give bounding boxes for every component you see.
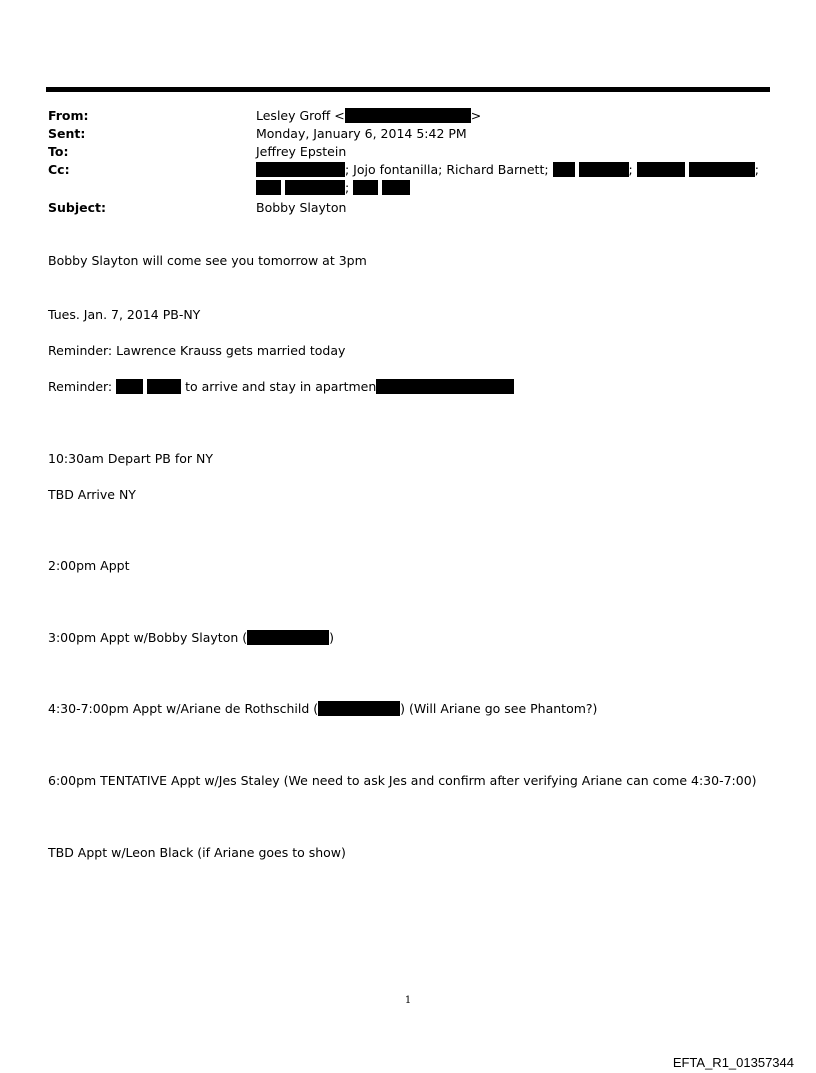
cc-names: ; Jojo fontanilla; Richard Barnett; xyxy=(345,162,549,177)
redaction-block xyxy=(285,180,345,195)
redaction-block xyxy=(256,180,281,195)
cc-separator: ; xyxy=(754,162,759,177)
from-value xyxy=(256,108,481,124)
to-value: Jeffrey Epstein xyxy=(256,144,347,159)
from-name: Lesley Groff < xyxy=(256,108,345,123)
appt-text: 4:30-7:00pm Appt w/Ariane de Rothschild ( xyxy=(48,701,319,716)
reminder-prefix: Reminder: xyxy=(48,379,113,394)
redaction-block xyxy=(637,162,685,177)
sent-value: Monday, January 6, 2014 5:42 PM xyxy=(256,126,467,141)
body-line xyxy=(48,701,597,717)
subject-label: Subject: xyxy=(48,200,106,215)
cc-value-line1 xyxy=(256,162,759,178)
body-line: TBD Arrive NY xyxy=(48,487,136,502)
document-id: EFTA_R1_01357344 xyxy=(672,1055,794,1070)
appt-close: ) xyxy=(329,630,335,645)
body-line: 6:00pm TENTATIVE Appt w/Jes Staley (We need to ask Jes and confirm after verifying Ariane can come 4:30-7:00) xyxy=(48,773,757,788)
redaction-block xyxy=(689,162,755,177)
sent-label: Sent: xyxy=(48,126,86,141)
header-rule xyxy=(46,87,770,92)
body-line xyxy=(48,630,334,646)
appt-text: 3:00pm Appt w/Bobby Slayton ( xyxy=(48,630,248,645)
reminder-text: to arrive and stay in apartmen xyxy=(185,379,377,394)
redaction-block xyxy=(256,162,345,177)
from-close: > xyxy=(470,108,482,123)
body-line: Bobby Slayton will come see you tomorrow at 3pm xyxy=(48,253,367,268)
page-number: 1 xyxy=(404,995,412,1006)
to-label: To: xyxy=(48,144,69,159)
cc-label: Cc: xyxy=(48,162,70,177)
redaction-block xyxy=(353,180,378,195)
cc-separator: ; xyxy=(628,162,633,177)
redaction-block xyxy=(579,162,629,177)
body-line: 10:30am Depart PB for NY xyxy=(48,451,213,466)
redaction-block xyxy=(553,162,575,177)
body-line: 2:00pm Appt xyxy=(48,558,130,573)
redaction-block xyxy=(318,701,400,716)
body-line: TBD Appt w/Leon Black (if Ariane goes to show) xyxy=(48,845,346,860)
redaction-block xyxy=(147,379,181,394)
redaction-block xyxy=(247,630,329,645)
redaction-block xyxy=(382,180,410,195)
from-label: From: xyxy=(48,108,89,123)
cc-value-line2 xyxy=(256,180,410,196)
redaction-block xyxy=(376,379,514,394)
redaction-block xyxy=(116,379,143,394)
redaction-block xyxy=(345,108,471,123)
appt-note: ) (Will Ariane go see Phantom?) xyxy=(400,701,598,716)
subject-value: Bobby Slayton xyxy=(256,200,347,215)
body-line: Tues. Jan. 7, 2014 PB-NY xyxy=(48,307,201,322)
body-line xyxy=(48,379,514,395)
cc-separator: ; xyxy=(344,180,350,195)
body-line: Reminder: Lawrence Krauss gets married today xyxy=(48,343,346,358)
